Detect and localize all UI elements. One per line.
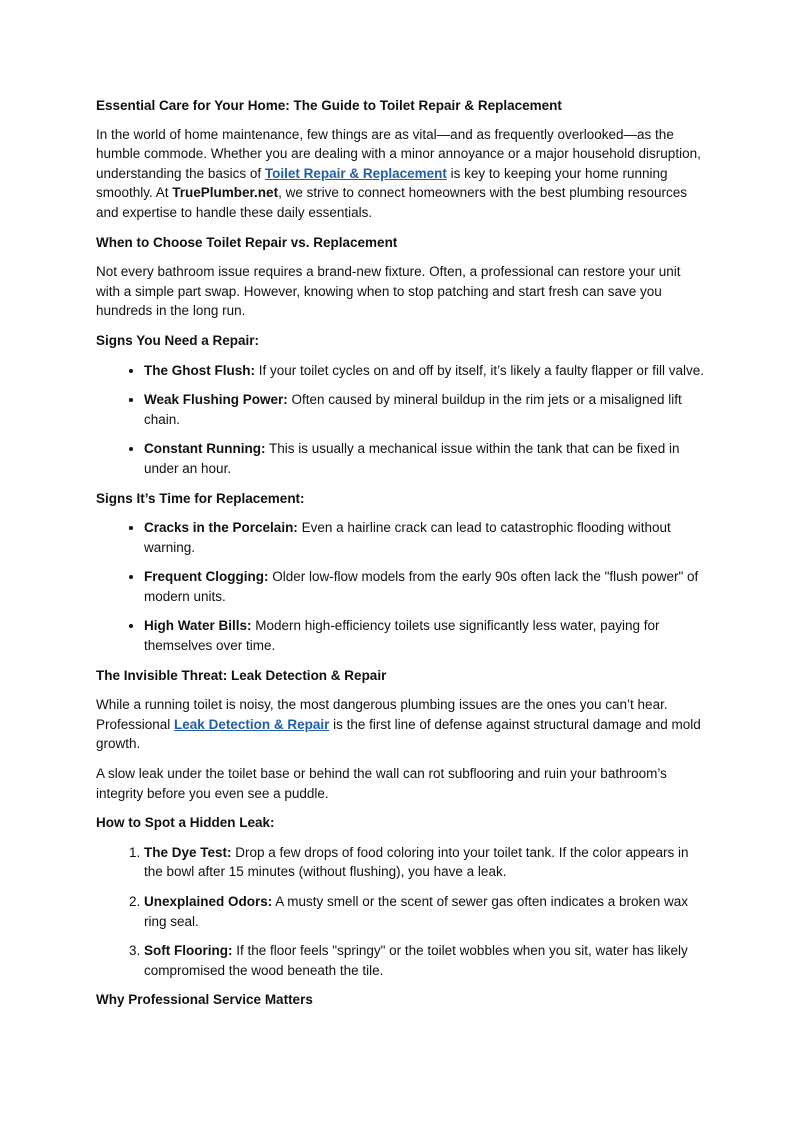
list-item-text: A musty smell or the scent of sewer gas often indicates a broken wax ring seal. (144, 894, 688, 929)
intro-text-end: , we strive to connect homeowners with the best plumbing resources and expertise to handle these daily essentials. (96, 185, 688, 220)
list-item-text: This is usually a mechanical issue within the tank that can be fixed in under an hour. (144, 441, 680, 476)
list-item (144, 567, 708, 606)
leak-detection-link[interactable]: Leak Detection & Repair (174, 716, 330, 732)
professional-service-heading: Why Professional Service Matters (96, 992, 313, 1008)
hidden-leak-list (96, 843, 708, 981)
list-item (144, 439, 708, 478)
list-item-text: If your toilet cycles on and off by itself, it’s likely a faulty flapper or fill valve. (255, 362, 704, 378)
signs-repair-list (96, 361, 708, 479)
intro-text-middle: is key to keeping your home running smoothly. At (96, 165, 668, 201)
leak-text-end: is the first line of defense against structural damage and mold growth. (96, 716, 701, 752)
list-item-term: High Water Bills: (144, 618, 252, 634)
signs-replace-list (96, 518, 708, 656)
signs-replace-heading: Signs It’s Time for Replacement: (96, 490, 305, 506)
intro-text-start: In the world of home maintenance, few things are as vital—and as frequently overlooked—as the humble commode. Whether you are dealing with a minor annoyance or a major household disruption, understanding the basics of (96, 126, 701, 181)
list-item (144, 843, 708, 882)
hidden-leak-heading: How to Spot a Hidden Leak: (96, 815, 275, 831)
list-item-text: Older low-flow models from the early 90s often lack the "flush power" of modern units. (144, 569, 699, 604)
list-item-text: Often caused by mineral buildup in the rim jets or a misaligned lift chain. (144, 392, 682, 427)
list-item-term: The Dye Test: (144, 844, 232, 860)
list-item-text: If the floor feels "springy" or the toilet wobbles when you sit, water has likely compromised the wood beneath the tile. (144, 943, 688, 978)
list-item (144, 518, 708, 557)
list-item (144, 892, 708, 931)
list-item-text: Even a hairline crack can lead to catastrophic flooding without warning. (144, 520, 671, 555)
list-item-term: Cracks in the Porcelain: (144, 520, 298, 536)
list-item-term: Frequent Clogging: (144, 569, 269, 585)
leak-heading: The Invisible Threat: Leak Detection & Repair (96, 667, 387, 683)
signs-repair-heading: Signs You Need a Repair: (96, 332, 260, 348)
list-item-term: Unexplained Odors: (144, 894, 273, 909)
list-item (144, 616, 708, 655)
repair-vs-replace-paragraph: Not every bathroom issue requires a brand-new fixture. Often, a professional can restore your unit with a simple part swap. However, knowing when to stop patching and start fresh can save you hundreds in the long run. (96, 264, 681, 319)
list-item-term: Weak Flushing Power: (144, 392, 288, 408)
leak-text-start: While a running toilet is noisy, the most dangerous plumbing issues are the ones you can’t hear. Professional (96, 697, 668, 732)
list-item-text: Modern high-efficiency toilets use significantly less water, paying for themselves over time. (144, 618, 660, 654)
list-item-text: Drop a few drops of food coloring into your toilet tank. If the color appears in the bowl after 15 minutes (without flushing), you have a leak. (144, 844, 689, 880)
list-item (144, 390, 708, 429)
toilet-repair-link[interactable]: Toilet Repair & Replacement (264, 165, 447, 181)
list-item (144, 941, 708, 980)
intro-paragraph (96, 125, 708, 223)
list-item (144, 361, 708, 381)
brand-name: TruePlumber.net (172, 185, 279, 201)
repair-vs-replace-heading: When to Choose Toilet Repair vs. Replacement (96, 234, 398, 250)
list-item-term: The Ghost Flush: (144, 362, 255, 378)
list-item-term: Constant Running: (144, 441, 266, 457)
list-item-term: Soft Flooring: (144, 943, 233, 959)
document-page (96, 96, 708, 1020)
leak-paragraph-1 (96, 695, 708, 754)
document-title: Essential Care for Your Home: The Guide to Toilet Repair & Replacement (96, 98, 562, 113)
leak-paragraph-2: A slow leak under the toilet base or behind the wall can rot subflooring and ruin your bathroom’s integrity before you even see a puddle. (96, 766, 667, 801)
